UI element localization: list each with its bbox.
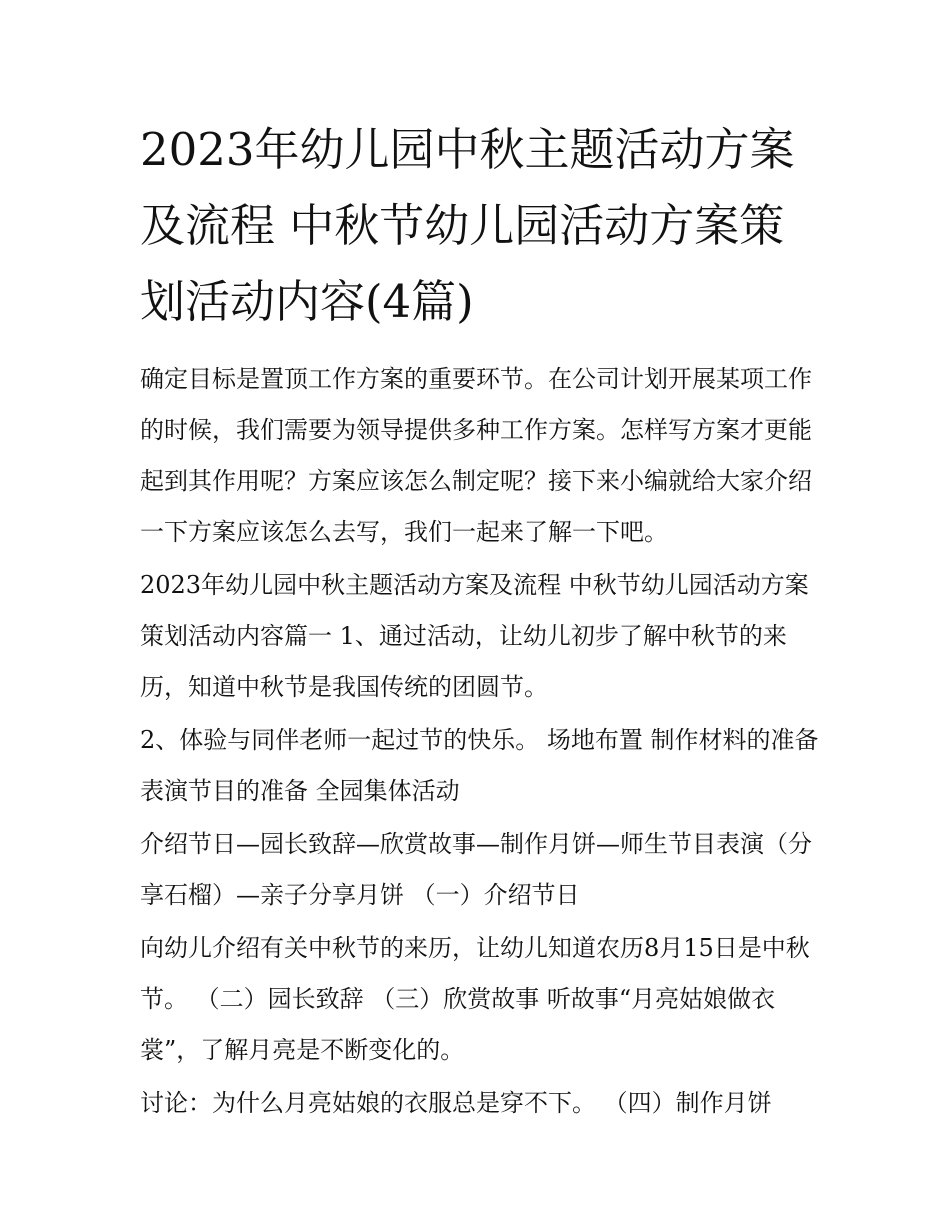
paragraph-5: 讨论：为什么月亮姑娘的衣服总是穿不下。 （四）制作月饼	[140, 1089, 772, 1117]
paragraph-3: 介绍节日—园长致辞—欣赏故事—制作月饼—师生节目表演（分享石榴）—亲子分享月饼 （一）介绍节日	[140, 830, 812, 909]
document-title: 2023年幼儿园中秋主题活动方案及流程 中秋节幼儿园活动方案策划活动内容(4篇)	[140, 123, 795, 328]
document-body	[140, 354, 820, 1131]
paragraph-4: 向幼儿介绍有关中秋节的来历，让幼儿知道农历8月15日是中秋节。 （二）园长致辞 （三）欣赏故事 听故事“月亮姑娘做衣裳”，了解月亮是不断变化的。	[140, 934, 810, 1064]
paragraph-1: 2023年幼儿园中秋主题活动方案及流程 中秋节幼儿园活动方案策划活动内容篇一 1、通过活动，让幼儿初步了解中秋节的来历，知道中秋节是我国传统的团圆节。	[140, 571, 809, 701]
paragraph-2: 2、体验与同伴老师一起过节的快乐。 场地布置 制作材料的准备 表演节目的准备 全园集体活动	[140, 726, 819, 805]
paragraph-intro: 确定目标是置顶工作方案的重要环节。在公司计划开展某项工作的时候，我们需要为领导提供多种工作方案。怎样写方案才更能起到其作用呢？方案应该怎么制定呢？接下来小编就给大家介绍一下方案应该怎么去写，我们一起来了解一下吧。	[140, 365, 812, 546]
